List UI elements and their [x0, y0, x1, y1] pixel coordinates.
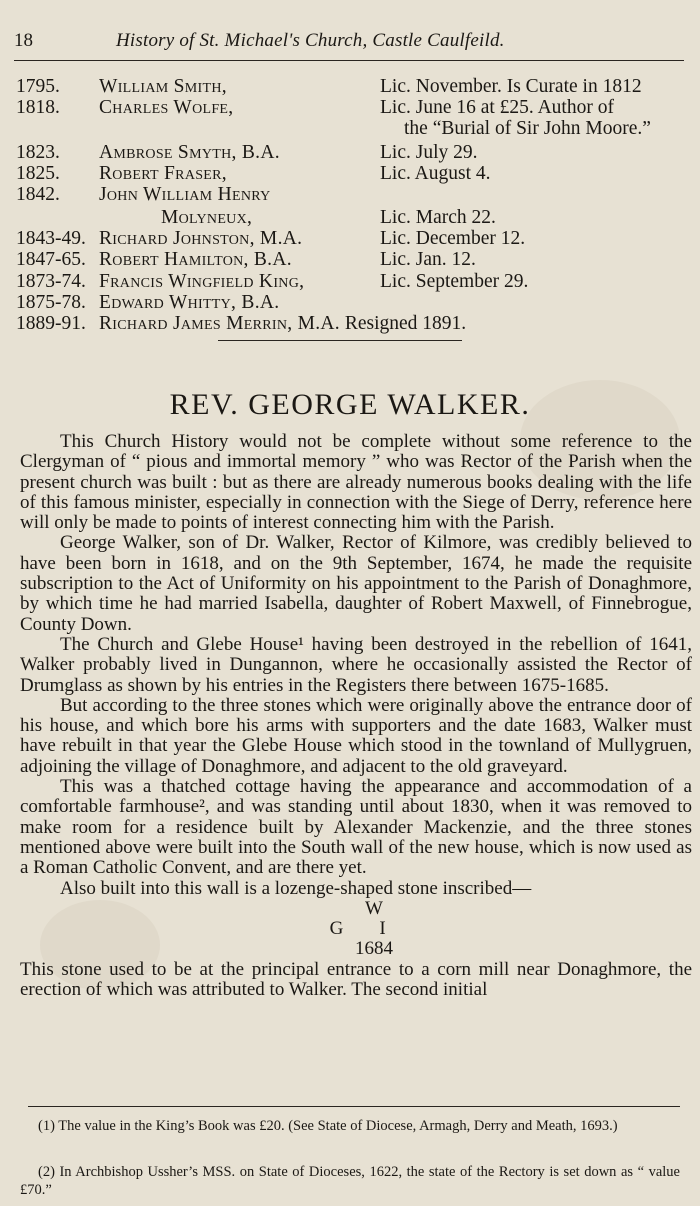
clergy-resignation: Resigned 1891.	[339, 313, 467, 334]
clergy-year: 1818.	[16, 97, 60, 118]
clergy-licence: Lic. Jan. 12.	[380, 249, 476, 270]
paragraph: Also built into this wall is a lozenge-shaped stone inscribed—	[60, 877, 532, 899]
clergy-name: Robert Fraser,	[99, 163, 227, 184]
clergy-name: Robert Hamilton, B.A.	[99, 249, 292, 270]
clergy-licence: Lic. November. Is Curate in 1812	[380, 76, 642, 97]
clergy-name: Ambrose Smyth, B.A.	[99, 142, 280, 163]
clergy-year: 1873-74.	[16, 271, 86, 292]
inscription-right: I	[379, 918, 387, 940]
article-body	[20, 432, 692, 1000]
clergy-licence: Lic. August 4.	[380, 163, 491, 184]
clergy-row	[16, 207, 696, 229]
section-divider	[218, 340, 462, 341]
clergy-name: Edward Whitty, B.A.	[99, 292, 280, 313]
clergy-year: 1843-49.	[16, 228, 86, 249]
running-header	[14, 26, 684, 56]
clergy-year: 1847-65.	[16, 249, 86, 270]
clergy-year: 1795.	[16, 76, 60, 97]
clergy-name: William Smith,	[99, 76, 227, 97]
clergy-row	[16, 271, 696, 293]
clergy-row	[16, 76, 696, 98]
clergy-year: 1842.	[16, 184, 60, 205]
inscription-middle	[20, 919, 692, 939]
clergy-row	[16, 249, 696, 271]
section-heading: REV. GEORGE WALKER.	[169, 388, 531, 421]
clergy-name: Molyneux,	[161, 207, 253, 228]
clergy-year: 1823.	[16, 142, 60, 163]
clergy-row	[16, 118, 696, 140]
paragraph: The Church and Glebe House¹ having been destroyed in the rebellion of 1641, Walker probably lived in Dungannon, where he occasionally assisted the Rector of Drumglass as shown by his entries in the Registers there between 1675-1685.	[20, 633, 692, 696]
header-rule	[14, 60, 684, 61]
clergy-row	[16, 228, 696, 250]
clergy-year: 1889-91.	[16, 313, 86, 334]
paragraph: This Church History would not be complete without some reference to the Clergyman of “ pious and immortal memory ” who was Rector of the Parish when the present church was built : but as there are already numerous books dealing with the life of this famous minister, especially in connection with the Siege of Derry, reference here will only be made to points of interest connecting him with the Parish.	[20, 431, 692, 534]
clergy-year: 1825.	[16, 163, 60, 184]
clergy-name-text: Richard James Merrin, M.A.	[99, 313, 340, 334]
inscription-date: 1684	[355, 938, 393, 960]
clergy-name: Charles Wolfe,	[99, 97, 234, 118]
footnote-text: (2) In Archbishop Ussher’s MSS. on State of Dioceses, 1622, the state of the Rectory is set down as “ value £70.”	[20, 1164, 680, 1198]
clergy-licence: Lic. December 12.	[380, 228, 526, 249]
clergy-licence: Lic. March 22.	[380, 207, 496, 228]
clergy-licence: Lic. June 16 at £25. Author of	[380, 97, 614, 118]
clergy-licence: Lic. September 29.	[380, 271, 529, 292]
clergy-row	[16, 292, 696, 314]
paragraph: George Walker, son of Dr. Walker, Rector of Kilmore, was credibly believed to have been born in 1618, and on the 9th September, 1674, he made the requisite subscription to the Act of Uniformity on his appointment to the Parish of Donaghmore, by which time he had married Isabella, daughter of Robert Maxwell, of Finnebrogue, County Down.	[20, 532, 692, 635]
footnote-rule	[28, 1106, 680, 1107]
clergy-row	[16, 142, 696, 164]
paragraph: But according to the three stones which were originally above the entrance door of his house, and which bore his arms with supporters and the date 1683, Walker must have rebuilt in that year the Glebe House which stood in the townland of Mullygruen, adjoining the village of Donaghmore, and adjacent to the old graveyard.	[20, 694, 692, 777]
clergy-name: Richard Johnston, M.A.	[99, 228, 303, 249]
footnote	[20, 1117, 680, 1135]
clergy-row	[16, 163, 696, 185]
clergy-licence: Lic. July 29.	[380, 142, 478, 163]
clergy-name: Francis Wingfield King,	[99, 271, 305, 292]
clergy-name: John William Henry	[99, 184, 271, 205]
paragraph: This stone used to be at the principal entrance to a corn mill near Donaghmore, the erection of which was attributed to Walker. The second initial	[20, 958, 692, 1001]
footnote-text: (1) The value in the King’s Book was £20. (See State of Diocese, Armagh, Derry and Meath, 1693.)	[38, 1118, 618, 1134]
clergy-licence: the “Burial of Sir John Moore.”	[404, 118, 651, 139]
clergy-name	[99, 313, 466, 334]
inscription-left: G	[329, 918, 345, 940]
paragraph: This was a thatched cottage having the appearance and accommodation of a comfortable farmhouse², and was standing until about 1830, when it was removed to make room for a residence built by Alexander Mackenzie, and the three stones mentioned above were built into the South wall of the new house, which is now used as a Roman Catholic Convent, and are there yet.	[20, 776, 692, 879]
stone-inscription	[20, 899, 692, 960]
clergy-year: 1875-78.	[16, 292, 86, 313]
clergy-row	[16, 97, 696, 119]
inscription-top: W	[365, 897, 383, 919]
clergy-row	[16, 184, 696, 206]
running-title: History of St. Michael's Church, Castle Caulfeild.	[116, 30, 505, 51]
page-number: 18	[14, 30, 33, 51]
footnote	[20, 1163, 680, 1199]
clergy-row	[16, 313, 696, 335]
